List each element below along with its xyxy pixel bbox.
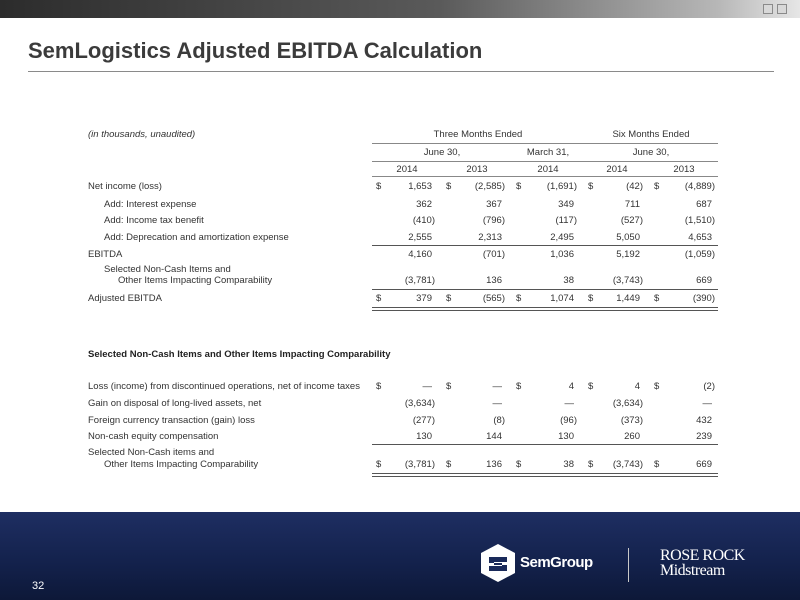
table-cell: 1,036	[550, 249, 574, 260]
currency-symbol: $	[588, 459, 594, 470]
table-cell: 4,160	[408, 249, 432, 260]
section-heading: Selected Non-Cash Items and Other Items Impacting Comparability	[88, 349, 391, 360]
currency-symbol: $	[588, 293, 594, 304]
table-cell: 1,449	[616, 293, 640, 304]
table-cell: (410)	[412, 215, 435, 226]
row-label: Gain on disposal of long-lived assets, net	[88, 398, 262, 409]
table-cell: (3,781)	[404, 275, 435, 286]
row-label: Non-cash equity compensation	[88, 431, 219, 442]
table-cell: 4	[568, 381, 574, 392]
subtotal-rule	[372, 245, 718, 246]
year-header: 2014	[396, 164, 418, 175]
row-label: Foreign currency transaction (gain) loss	[88, 415, 255, 426]
table-cell: (796)	[482, 215, 505, 226]
table-cell: 4	[634, 381, 640, 392]
table-cell: 432	[696, 415, 712, 426]
column-group-three-months: Three Months Ended	[433, 129, 523, 140]
table-cell: (390)	[692, 293, 715, 304]
subtotal-rule	[372, 289, 718, 290]
table-cell: —	[492, 398, 502, 409]
row-label: Net income (loss)	[88, 181, 162, 192]
currency-symbol: $	[516, 181, 522, 192]
currency-symbol: $	[654, 381, 660, 392]
table-cell: (1,691)	[546, 181, 577, 192]
rose-rock-logo	[660, 548, 745, 578]
table-cell: —	[702, 398, 712, 409]
currency-symbol: $	[516, 459, 522, 470]
table-cell: —	[564, 398, 574, 409]
header-rule	[372, 161, 718, 162]
row-label: Add: Income tax benefit	[104, 215, 204, 226]
currency-symbol: $	[588, 181, 594, 192]
table-cell: (3,634)	[404, 398, 435, 409]
table-cell: (42)	[626, 181, 643, 192]
row-label: Selected Non-Cash items and	[88, 447, 215, 458]
currency-symbol: $	[376, 459, 382, 470]
currency-symbol: $	[446, 381, 452, 392]
table-note: (in thousands, unaudited)	[88, 129, 196, 140]
row-label: Add: Interest expense	[104, 199, 197, 210]
total-double-rule	[372, 476, 718, 477]
subtotal-rule	[372, 444, 718, 445]
table-cell: (117)	[555, 215, 577, 226]
slide-title: SemLogistics Adjusted EBITDA Calculation	[28, 38, 483, 63]
year-header: 2014	[606, 164, 628, 175]
row-label: Adjusted EBITDA	[88, 293, 162, 304]
table-cell: 362	[416, 199, 432, 210]
year-header: 2014	[537, 164, 559, 175]
row-label: Selected Non-Cash Items and	[104, 264, 231, 275]
table-cell: 130	[416, 431, 432, 442]
table-cell: (3,634)	[612, 398, 643, 409]
currency-symbol: $	[516, 293, 522, 304]
rose-rock-line1: ROSE ROCK	[660, 547, 745, 564]
table-cell: (4,889)	[684, 181, 715, 192]
row-label: Other Items Impacting Comparability	[118, 275, 273, 286]
currency-symbol: $	[446, 181, 452, 192]
table-cell: (527)	[620, 215, 643, 226]
table-cell: (3,743)	[612, 459, 643, 470]
table-cell: 1,653	[408, 181, 432, 192]
row-label: Add: Deprecation and amortization expense	[104, 232, 289, 243]
currency-symbol: $	[446, 293, 452, 304]
currency-symbol: $	[446, 459, 452, 470]
table-cell: (701)	[482, 249, 505, 260]
total-double-rule	[372, 307, 718, 308]
table-cell: (373)	[620, 415, 643, 426]
table-cell: —	[492, 381, 502, 392]
table-cell: (96)	[560, 415, 577, 426]
subheader-march-31: March 31,	[526, 147, 570, 158]
currency-symbol: $	[654, 181, 660, 192]
currency-symbol: $	[376, 181, 382, 192]
table-cell: (2)	[703, 381, 715, 392]
table-cell: 367	[486, 199, 502, 210]
table-cell: 2,555	[408, 232, 432, 243]
footer-bar	[0, 512, 800, 600]
semgroup-mark-icon	[478, 542, 518, 584]
subheader-june-30-six: June 30,	[632, 147, 670, 158]
total-double-rule	[372, 310, 718, 311]
table-cell: (3,781)	[404, 459, 435, 470]
table-cell: 669	[696, 275, 712, 286]
table-cell: (3,743)	[612, 275, 643, 286]
table-cell: 379	[416, 293, 432, 304]
table-cell: 349	[558, 199, 574, 210]
semgroup-logo	[478, 542, 598, 584]
table-cell: 144	[486, 431, 502, 442]
table-cell: 130	[558, 431, 574, 442]
table-cell: 2,313	[478, 232, 502, 243]
currency-symbol: $	[654, 293, 660, 304]
semgroup-wordmark: SemGroup	[520, 554, 593, 571]
table-cell: 4,653	[688, 232, 712, 243]
table-cell: (277)	[412, 415, 435, 426]
table-cell: 1,074	[550, 293, 574, 304]
table-cell: 669	[696, 459, 712, 470]
header-rule	[372, 143, 718, 144]
page-number: 32	[32, 580, 45, 592]
total-double-rule	[372, 473, 718, 474]
row-label: Other Items Impacting Comparability	[104, 459, 259, 470]
table-cell: 2,495	[550, 232, 574, 243]
table-cell: 38	[563, 459, 574, 470]
table-cell: (8)	[493, 415, 505, 426]
year-header: 2013	[466, 164, 488, 175]
row-label: EBITDA	[88, 249, 123, 260]
table-cell: 5,050	[616, 232, 640, 243]
rose-rock-line2: Midstream	[660, 562, 725, 579]
table-cell: 239	[696, 431, 712, 442]
table-cell: 136	[486, 459, 502, 470]
table-cell: 5,192	[616, 249, 640, 260]
year-header: 2013	[673, 164, 695, 175]
column-group-six-months: Six Months Ended	[612, 129, 690, 140]
header-rule	[372, 176, 718, 177]
currency-symbol: $	[516, 381, 522, 392]
logo-divider	[628, 548, 629, 582]
table-cell: 711	[624, 199, 640, 210]
table-cell: 136	[486, 275, 502, 286]
table-cell: (2,585)	[474, 181, 505, 192]
currency-symbol: $	[376, 381, 382, 392]
table-cell: (1,059)	[684, 249, 715, 260]
subheader-june-30: June 30,	[423, 147, 461, 158]
currency-symbol: $	[654, 459, 660, 470]
table-cell: (565)	[482, 293, 505, 304]
table-cell: 260	[624, 431, 640, 442]
currency-symbol: $	[376, 293, 382, 304]
table-cell: (1,510)	[684, 215, 715, 226]
table-cell: 687	[696, 199, 712, 210]
currency-symbol: $	[588, 381, 594, 392]
table-cell: 38	[563, 275, 574, 286]
row-label: Loss (income) from discontinued operations, net of income taxes	[88, 381, 360, 392]
table-cell: —	[422, 381, 432, 392]
